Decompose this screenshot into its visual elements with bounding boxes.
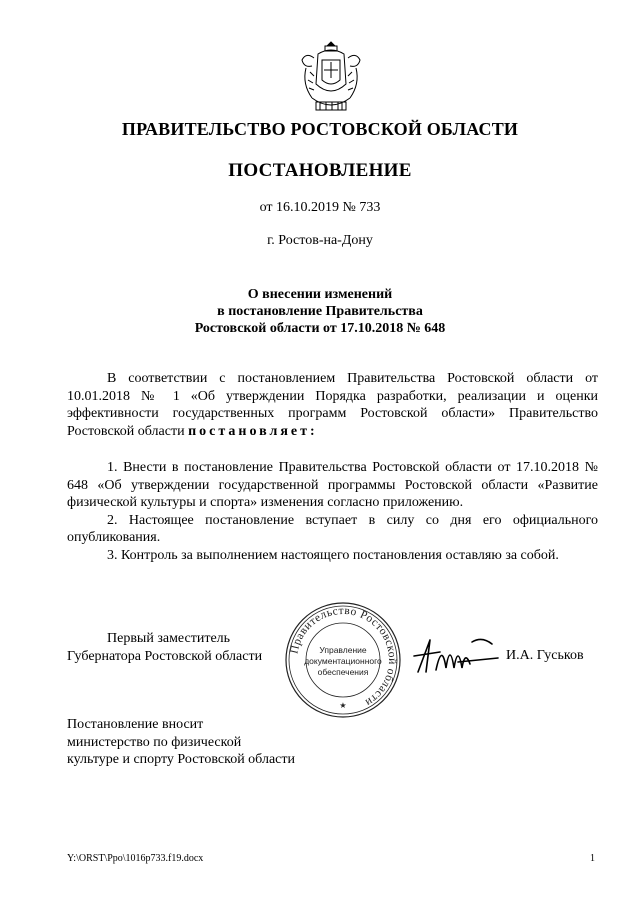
government-title: ПРАВИТЕЛЬСТВО РОСТОВСКОЙ ОБЛАСТИ: [121, 119, 519, 139]
resolution-item-3: 3. Контроль за выполнением настоящего постановления оставляю за собой.: [107, 547, 559, 563]
document-date-number: от 16.10.2019 № 733: [259, 200, 381, 215]
signer-title-line-1: Первый заместитель: [107, 631, 231, 646]
introduced-by-line-2: министерство по физической: [67, 734, 242, 750]
seal-star-icon: ★: [339, 701, 347, 710]
official-seal: [283, 600, 403, 720]
seal-center-line-2: документационного: [304, 656, 382, 666]
resolves-word: постановляет:: [188, 423, 318, 439]
coat-of-arms-emblem: [296, 38, 366, 114]
signer-title: [67, 630, 262, 665]
seal-center-line-3: обеспечения: [317, 667, 369, 677]
introduced-by-line-1: Постановление вносит: [67, 717, 204, 732]
resolution-items: [67, 459, 598, 564]
seal-center-line-1: Управление: [319, 645, 367, 655]
signer-name: И.А. Гуськов: [506, 648, 584, 663]
resolution-item-1: 1. Внести в постановление Правительства Ростовской области от 17.10.2018 № 648 «Об утверждении государственной программы Ростовской области «Развитие физической культуры и спорта» изменения согласно приложению.: [67, 460, 598, 510]
page-number: 1: [590, 853, 595, 864]
signer-title-line-2: Губернатора Ростовской области: [67, 648, 263, 664]
document-type: ПОСТАНОВЛЕНИЕ: [228, 160, 412, 181]
handwritten-signature: [412, 632, 502, 678]
preamble-text: В соответствии с постановлением Правительства Ростовской области от 10.01.2018 № 1 «Об утверждении Порядка разработки, реализации и оценки эффективности государственных программ Ростовской области» Правительство Ростовской области: [67, 371, 598, 439]
document-city: г. Ростов-на-Дону: [267, 233, 373, 248]
subject-line-1: О внесении изменений: [247, 287, 393, 302]
seal-ring-text: Правительство Ростовской области: [288, 604, 399, 709]
introduced-by: [67, 716, 295, 769]
preamble-paragraph: [67, 370, 598, 440]
footer-file-path: Y:\ORST\Ppo\1016p733.f19.docx: [67, 853, 204, 864]
document-subject: [0, 286, 640, 337]
resolution-item-2: 2. Настоящее постановление вступает в силу со дня его официального опубликования.: [67, 512, 598, 545]
subject-line-3: Ростовской области от 17.10.2018 № 648: [194, 321, 446, 336]
subject-line-2: в постановление Правительства: [217, 304, 423, 319]
introduced-by-line-3: культуре и спорту Ростовской области: [67, 752, 295, 767]
